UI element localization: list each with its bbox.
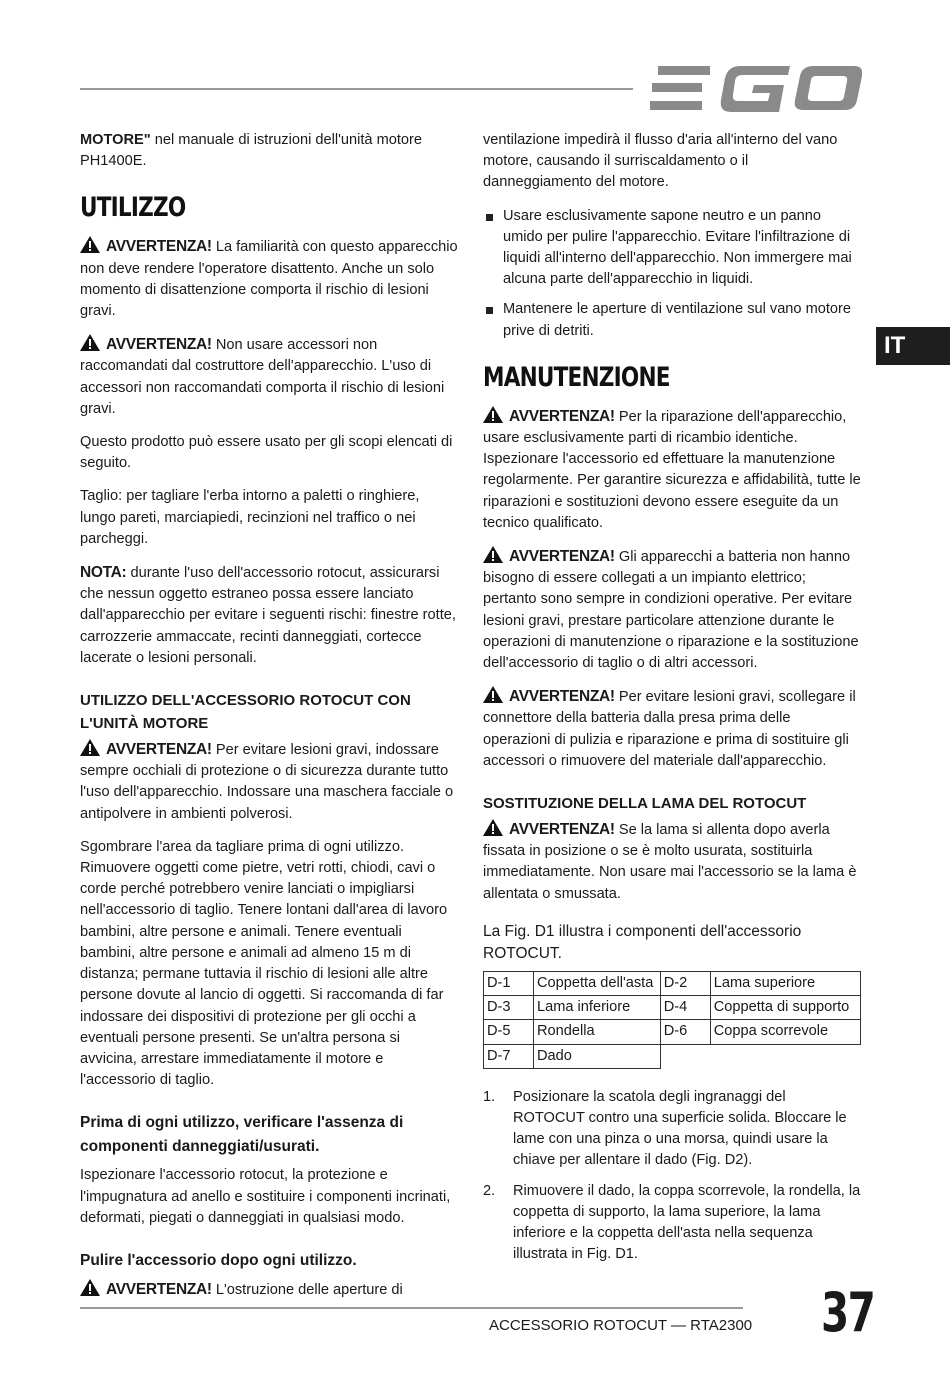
steps-list bbox=[483, 1087, 861, 1266]
paragraph: Sgombrare l'area da tagliare prima di ogni utilizzo. Rimuovere oggetti come pietre, vetri rotti, chiodi, cavi o corde perché potrebbero venire lanciati o impigliarsi nell'accessorio di taglio. Tenere lontani dall'area di lavoro bambini, altre persone e animali. Tenere eventuali bambini, altre persone e animali ad almeno 15 m di distanza; permane tuttavia il rischio di lesioni alle altre persone dovute al lancio di oggetti. Si raccomanda di far indossare dei dispositivi di protezione per gli occhi a eventuali persone presenti. Se un'altra persona si avvicina, arrestare immediatamente il motore e l'accessorio di taglio. bbox=[80, 838, 448, 1089]
table-cell: D-2 bbox=[660, 971, 710, 995]
ego-logo bbox=[650, 64, 862, 112]
table-row bbox=[484, 996, 861, 1020]
warning-icon bbox=[483, 686, 503, 703]
bullet-list bbox=[483, 206, 861, 342]
list-item: 2. Rimuovere il dado, la coppa scorrevole, la rondella, la coppetta di supporto, la lama superiore, la lama inferiore e la coppetta dell'asta nella sequenza illustrata in Fig. D1. bbox=[483, 1182, 861, 1263]
warning-icon bbox=[483, 819, 503, 836]
warning-icon bbox=[80, 739, 100, 756]
table-cell: D-1 bbox=[484, 971, 534, 995]
warning-2: AVVERTENZA! Gli apparecchi a batteria non hanno bisogno di essere collegati a un impianto elettrico; pertanto sono sempre in condizioni operative. Per evitare lesioni gravi, prestare particolare attenzione durante le operazioni di manutenzione o riparazione e la sostituzione dell'accessorio di taglio o di altri accessori. bbox=[483, 548, 859, 672]
language-tab: IT bbox=[876, 327, 950, 365]
footer-text: ACCESSORIO ROTOCUT — RTA2300 bbox=[489, 1317, 753, 1334]
figure-intro: La Fig. D1 illustra i componenti dell'accessorio ROTOCUT. bbox=[483, 922, 802, 962]
warning-icon bbox=[80, 236, 100, 253]
table-row bbox=[484, 971, 861, 995]
table-cell: Coppetta dell'asta bbox=[533, 971, 660, 995]
subheading-rotocut-use: UTILIZZO DELL'ACCESSORIO ROTOCUT CON L'UNITÀ MOTORE bbox=[80, 692, 411, 733]
table-row bbox=[484, 1020, 861, 1044]
footer-rule bbox=[80, 1307, 743, 1309]
warning-4: AVVERTENZA! Se la lama si allenta dopo averla fissata in posizione o se è molto usurata, sostituirla immediatamente. Non usare mai l'accessorio se la lama è allentata o smussata. bbox=[483, 821, 857, 902]
intro-paragraph: MOTORE" nel manuale di istruzioni dell'unità motore PH1400E. bbox=[80, 132, 422, 170]
table-cell: Lama superiore bbox=[710, 971, 860, 995]
components-table bbox=[483, 971, 861, 1069]
table-cell: Dado bbox=[533, 1044, 660, 1068]
manutenzione-title: MANUTENZIONE bbox=[483, 361, 670, 393]
warning-3: AVVERTENZA! Per evitare lesioni gravi, indossare sempre occhiali di protezione o di sicurezza durante tutto l'uso dell'apparecchio. Indossare una maschera facciale o antipolvere in ambienti polverosi. bbox=[80, 741, 454, 822]
subheading-clean: Pulire l'accessorio dopo ogni utilizzo. bbox=[80, 1251, 357, 1269]
warning-1: AVVERTENZA! La familiarità con questo apparecchio non deve rendere l'operatore disattento. Anche un solo momento di disattenzione comporta il rischio di lesioni gravi. bbox=[80, 238, 458, 320]
warning-2: AVVERTENZA! Non usare accessori non raccomandati dal costruttore dell'apparecchio. L'uso di accessori non raccomandati comporta il rischio di lesioni gravi. bbox=[80, 336, 445, 417]
subheading-blade-replacement: SOSTITUZIONE DELLA LAMA DEL ROTOCUT bbox=[483, 795, 807, 813]
header-rule bbox=[80, 88, 633, 90]
utilizzo-title: UTILIZZO bbox=[80, 192, 186, 224]
warning-icon bbox=[483, 546, 503, 563]
paragraph: Questo prodotto può essere usato per gli scopi elencati di seguito. bbox=[80, 434, 453, 472]
list-item: Mantenere le aperture di ventilazione sul vano motore prive di detriti. bbox=[483, 299, 861, 341]
table-cell: D-3 bbox=[484, 996, 534, 1020]
warning-4: AVVERTENZA! L'ostruzione delle aperture di bbox=[80, 1279, 458, 1301]
table-row bbox=[484, 1044, 861, 1068]
warning-icon bbox=[483, 406, 503, 423]
list-item: 1. Posizionare la scatola degli ingranaggi del ROTOCUT contro una superficie solida. Bloccare le lame con una pinza o una morsa, quindi usare la chiave per allentare il dado (Fig. D2). bbox=[483, 1088, 847, 1169]
paragraph: Ispezionare l'accessorio rotocut, la protezione e l'impugnatura ad anello e sostituire i componenti incrinati, deformati, piegati o danneggiati in qualsiasi modo. bbox=[80, 1167, 451, 1226]
table-cell: Coppetta di supporto bbox=[710, 996, 860, 1020]
right-column bbox=[483, 130, 861, 1274]
subheading-check-damage: Prima di ogni utilizzo, verificare l'assenza di componenti danneggiati/usurati. bbox=[80, 1114, 404, 1156]
warning-1: AVVERTENZA! Per la riparazione dell'apparecchio, usare esclusivamente parti di ricambio identiche. Ispezionare l'accessorio ed effettuare la manutenzione regolarmente. Per garantire sicurezza e affidabilità, tutte le riparazioni e sostituzioni devono essere eseguite da un tecnico qualificato. bbox=[483, 407, 861, 531]
list-item: Usare esclusivamente sapone neutro e un panno umido per pulire l'apparecchio. Evitare l'infiltrazione di liquidi all'interno dell'apparecchio. Non immergere mai alcuna parte dell'apparecchio in liquidi. bbox=[483, 206, 861, 291]
paragraph: ventilazione impedirà il flusso d'aria all'interno del vano motore, causando il surriscaldamento o il danneggiamento del motore. bbox=[483, 132, 838, 191]
empty-cell bbox=[710, 1044, 860, 1068]
empty-cell bbox=[660, 1044, 710, 1068]
table-cell: D-5 bbox=[484, 1020, 534, 1044]
table-cell: D-4 bbox=[660, 996, 710, 1020]
table-cell: D-6 bbox=[660, 1020, 710, 1044]
paragraph: Taglio: per tagliare l'erba intorno a paletti o ringhiere, lungo pareti, marciapiedi, recinzioni nel traffico o nei parcheggi. bbox=[80, 488, 420, 547]
left-column bbox=[80, 130, 458, 1313]
warning-icon bbox=[80, 334, 100, 351]
note-paragraph: NOTA: durante l'uso dell'accessorio rotocut, assicurarsi che nessun oggetto estraneo possa essere lanciato dall'apparecchio per evitare i seguenti rischi: finestre rotte, carrozzerie ammaccate, recinti danneggiati, cortecce lacerate o lesioni personali. bbox=[80, 564, 456, 666]
page-number: 37 bbox=[821, 1281, 875, 1344]
table-cell: Lama inferiore bbox=[533, 996, 660, 1020]
table-cell: D-7 bbox=[484, 1044, 534, 1068]
table-cell: Coppa scorrevole bbox=[710, 1020, 860, 1044]
table-cell: Rondella bbox=[533, 1020, 660, 1044]
warning-icon bbox=[80, 1279, 100, 1296]
warning-3: AVVERTENZA! Per evitare lesioni gravi, scollegare il connettore della batteria dalla presa prima delle operazioni di pulizia e riparazione e prima di sostituire gli accessori o rimuovere del materiale dall'apparecchio. bbox=[483, 688, 856, 769]
